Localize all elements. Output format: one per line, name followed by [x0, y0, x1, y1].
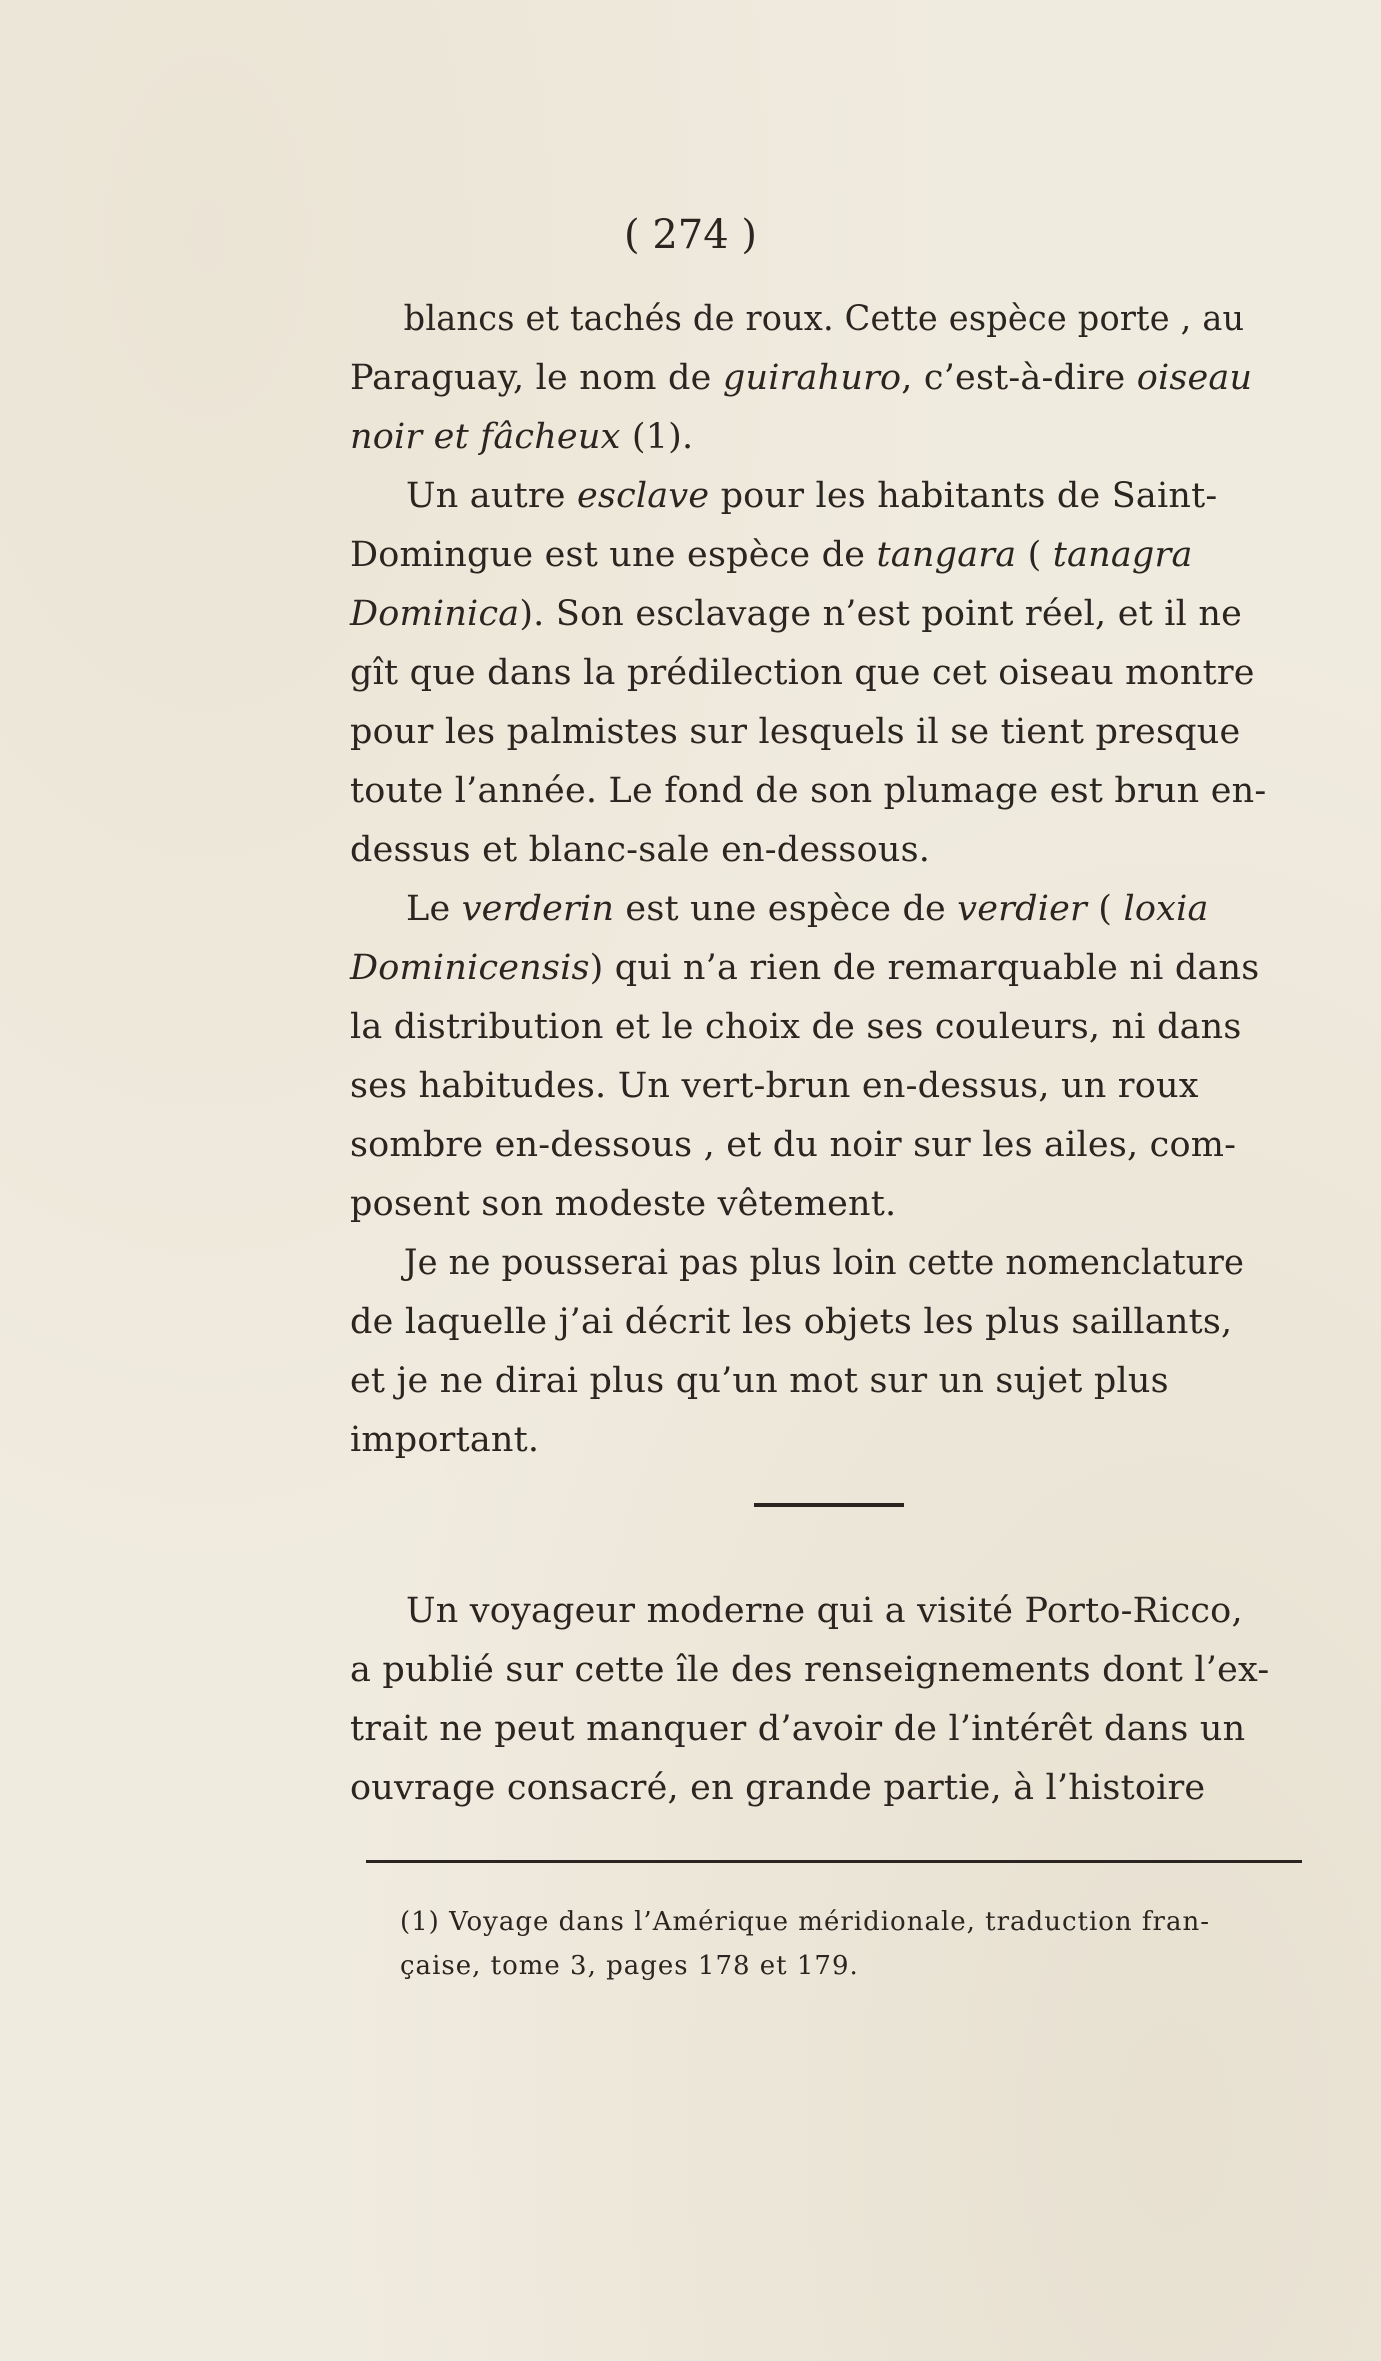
text-section-upper — [350, 290, 1300, 1470]
text-run: ). Son esclavage n’est point réel, et il ne — [519, 594, 1242, 634]
italic-run: oiseau — [1136, 358, 1253, 398]
text-run: Le — [406, 889, 462, 929]
italic-run: noir et fâcheux — [350, 417, 621, 457]
text-run: dessus et blanc-sale en-dessous. — [350, 830, 931, 870]
text-run: de laquelle j’ai décrit les objets les plus saillants, — [350, 1302, 1233, 1342]
text-section-lower — [350, 1582, 1300, 1818]
italic-run: esclave — [577, 476, 710, 516]
text-run: a publié sur cette île des renseignements dont l’ex- — [350, 1650, 1270, 1690]
text-run: ouvrage consacré, en grande partie, à l’histoire — [350, 1768, 1206, 1808]
paragraph — [350, 880, 1300, 1234]
text-run: Paraguay, le nom de — [350, 358, 723, 398]
text-line — [350, 585, 1300, 644]
text-line — [350, 880, 1300, 939]
paragraph — [350, 467, 1300, 880]
text-line — [350, 408, 1300, 467]
text-run: ( — [1086, 889, 1124, 929]
text-line — [350, 939, 1300, 998]
text-run: gît que dans la prédilection que cet oiseau montre — [350, 653, 1255, 693]
text-run: important. — [350, 1420, 540, 1460]
text-line — [350, 349, 1300, 408]
italic-run: loxia — [1123, 889, 1209, 929]
text-run: la distribution et le choix de ses couleurs, ni dans — [350, 1007, 1242, 1047]
footnote-line: çaise, tome 3, pages 178 et 179. — [400, 1951, 859, 1981]
italic-run: tanagra — [1052, 535, 1193, 575]
italic-run: verderin — [461, 889, 615, 929]
text-line — [350, 821, 1300, 880]
text-run: ( — [1016, 535, 1053, 575]
text-line — [350, 526, 1300, 585]
italic-run: guirahuro — [722, 358, 902, 398]
text-line — [350, 1293, 1300, 1352]
text-run: blancs et tachés de roux. Cette espèce porte , au — [403, 299, 1245, 339]
text-run: Domingue est une espèce de — [350, 535, 877, 575]
text-run: pour les habitants de Saint- — [709, 476, 1218, 516]
text-run: toute l’année. Le fond de son plumage est brun en- — [350, 771, 1267, 811]
section-separator — [754, 1503, 904, 1507]
text-run: sombre en-dessous , et du noir sur les ailes, com- — [350, 1125, 1237, 1165]
text-line — [350, 998, 1300, 1057]
text-line — [350, 703, 1300, 762]
text-run: est une espèce de — [614, 889, 958, 929]
text-line — [350, 1057, 1300, 1116]
paragraph — [350, 1234, 1300, 1470]
text-line — [350, 1234, 1264, 1293]
text-line — [350, 1352, 1300, 1411]
text-line — [350, 1759, 1300, 1818]
italic-run: tangara — [876, 535, 1017, 575]
text-run: pour les palmistes sur lesquels il se tient presque — [350, 712, 1241, 752]
italic-run: Dominica — [350, 594, 520, 634]
text-run: trait ne peut manquer d’avoir de l’intérêt dans un — [350, 1709, 1246, 1749]
text-line — [350, 1582, 1300, 1641]
paragraph — [350, 290, 1300, 467]
text-run: et je ne dirai plus qu’un mot sur un sujet plus — [350, 1361, 1169, 1401]
text-line — [350, 1175, 1300, 1234]
italic-run: verdier — [957, 889, 1087, 929]
text-line — [350, 1411, 1300, 1470]
text-run: ses habitudes. Un vert-brun en-dessus, un roux — [350, 1066, 1199, 1106]
footnote-rule — [366, 1860, 1302, 1863]
text-line — [350, 762, 1300, 821]
text-run: Je ne pousserai pas plus loin cette nomenclature — [403, 1243, 1245, 1283]
footnote-line: (1) Voyage dans l’Amérique méridionale, traduction fran- — [400, 1907, 1211, 1937]
text-run: Un voyageur moderne qui a visité Porto-Ricco, — [406, 1591, 1243, 1631]
text-line — [350, 1700, 1300, 1759]
text-line — [350, 290, 1260, 349]
text-line — [350, 1116, 1300, 1175]
text-run: Un autre — [406, 476, 578, 516]
page-number: ( 274 ) — [624, 212, 757, 258]
text-run: , c’est-à-dire — [901, 358, 1137, 398]
text-run: (1). — [620, 417, 694, 457]
text-line — [350, 1641, 1300, 1700]
footnote — [400, 1900, 1310, 1988]
italic-run: Dominicensis — [350, 948, 590, 988]
text-line — [350, 644, 1300, 703]
text-run: posent son modeste vêtement. — [350, 1184, 897, 1224]
text-line — [350, 467, 1300, 526]
paragraph — [350, 1582, 1300, 1818]
text-run: ) qui n’a rien de remarquable ni dans — [589, 948, 1260, 988]
